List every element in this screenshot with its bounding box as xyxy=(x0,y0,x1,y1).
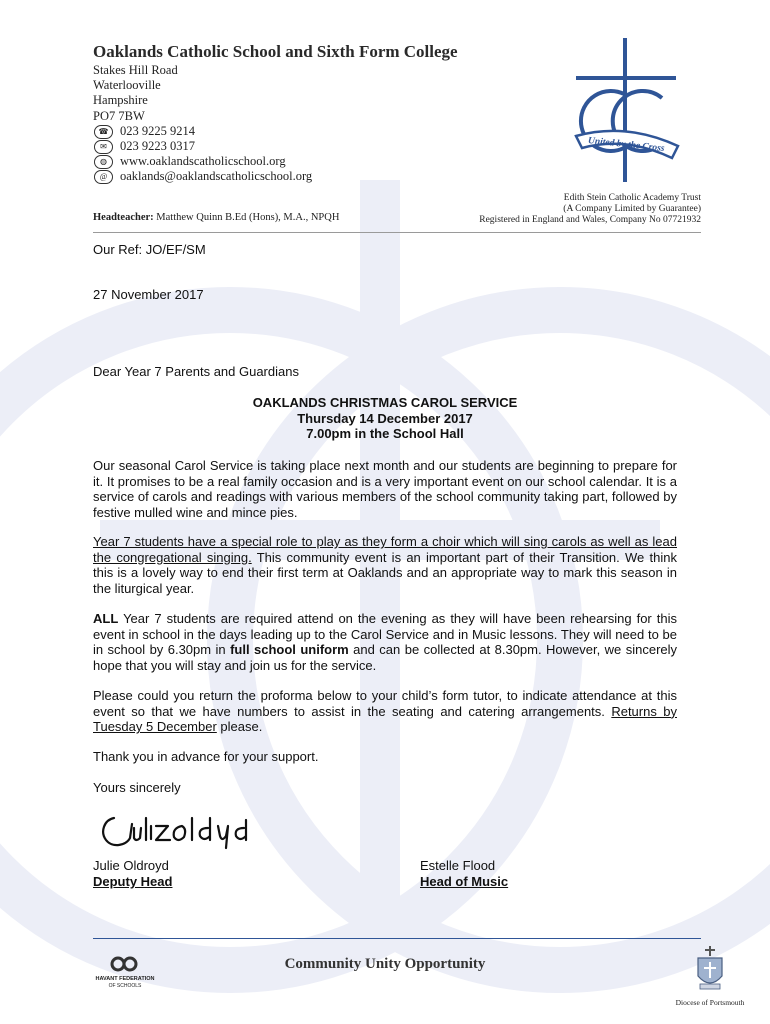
uniform-emphasis: full school uniform xyxy=(230,642,349,658)
event-heading xyxy=(93,395,677,442)
phone-row xyxy=(93,124,312,139)
return-deadline: Returns by Tuesday 5 December xyxy=(93,703,677,735)
headteacher-line xyxy=(93,212,339,223)
headteacher-name: Matthew Quinn B.Ed (Hons), M.A., NPQH xyxy=(156,212,340,223)
footer-tagline: Community Unity Opportunity xyxy=(284,956,486,972)
choir-detail: This community event is an important part of their Transition. We think this is a lovely way to end their first term at Oaklands and an appropriate way to mark this season in the liturgical year. xyxy=(93,549,677,596)
signatory-name: Julie Oldroyd xyxy=(93,858,169,873)
reference: Our Ref: JO/EF/SM xyxy=(93,242,206,257)
paragraph-attendance xyxy=(93,611,677,673)
thanks-line: Thank you in advance for your support. xyxy=(93,749,319,764)
phone-number: 023 9225 9214 xyxy=(120,123,195,138)
choir-emphasis: Year 7 students have a special role to play as they form a choir which will sing carols as well as lead the congregational singing. xyxy=(93,534,677,565)
footer-divider xyxy=(93,938,701,939)
school-crest-logo xyxy=(566,36,686,186)
trust-company-type: (A Company Limited by Guarantee) xyxy=(563,204,701,215)
signature-image xyxy=(96,808,266,850)
address-line: PO7 7BW xyxy=(93,108,145,123)
fax-row xyxy=(93,139,312,154)
federation-name: HAVANT FEDERATION xyxy=(95,976,155,982)
attendance-detail: Year 7 students are required attend on the evening as they will have been rehearsing for this event in school in the days leading up to the Carol Service and in Music lessons. They will need to be in school by 6.30pm in xyxy=(93,611,677,658)
website-row xyxy=(93,154,312,169)
signatory-role: Head of Music xyxy=(420,873,509,889)
event-title: OAKLANDS CHRISTMAS CAROL SERVICE xyxy=(252,395,518,410)
trust-info xyxy=(479,193,701,227)
signatory-role: Deputy Head xyxy=(93,873,173,889)
diocese-crest-icon xyxy=(694,946,726,994)
signatory-name: Estelle Flood xyxy=(420,858,496,873)
proforma-request: Please could you return the proforma below to your child’s form tutor, to indicate attendance at this event so that we have numbers to assist in the seating and catering arrangements. xyxy=(93,688,677,719)
paragraph-intro: Our seasonal Carol Service is taking place next month and our students are beginning to prepare for it. It promises to be a real family occasion and is a very important event on our school calendar. It is a service of carols and readings with various members of the school community taking part, followed by festive mulled wine and mince pies. xyxy=(93,458,677,520)
proforma-please: please. xyxy=(216,719,263,735)
diocese-caption: Diocese of Portsmouth xyxy=(675,998,745,1007)
address-line: Stakes Hill Road xyxy=(93,63,178,77)
paragraph-proforma xyxy=(93,688,677,735)
fax-number: 023 9223 0317 xyxy=(120,139,195,154)
event-date: Thursday 14 December 2017 xyxy=(297,410,473,426)
trust-registration: Registered in England and Wales, Company No 07721932 xyxy=(479,215,701,226)
federation-subtitle: OF SCHOOLS xyxy=(108,983,142,989)
signatory-deputy-head xyxy=(93,858,172,889)
logo-motto: United by the Cross xyxy=(587,136,665,154)
address-line: Hampshire xyxy=(93,93,148,108)
event-time-location: 7.00pm in the School Hall xyxy=(306,426,464,442)
collection-detail: and can be collected at 8.30pm. However, we sincerely hope that you will stay and join us for the service. xyxy=(93,642,678,673)
phone-icon: ☎ xyxy=(94,125,113,139)
trust-name: Edith Stein Catholic Academy Trust xyxy=(563,193,701,203)
address-line: Waterlooville xyxy=(93,78,161,93)
letter-date: 27 November 2017 xyxy=(93,287,204,302)
email-link[interactable]: oaklands@oaklandscatholicschool.org xyxy=(120,169,313,184)
school-address xyxy=(93,63,312,185)
signatory-head-of-music xyxy=(420,858,508,889)
paragraph-choir xyxy=(93,534,677,596)
email-row xyxy=(93,169,312,184)
globe-icon: ◍ xyxy=(94,155,113,169)
at-icon: @ xyxy=(94,170,113,184)
closing: Yours sincerely xyxy=(93,780,181,795)
school-name: Oaklands Catholic School and Sixth Form College xyxy=(93,42,458,61)
all-emphasis: ALL xyxy=(93,611,119,626)
website-link[interactable]: www.oaklandscatholicschool.org xyxy=(120,154,286,169)
fax-icon: ✉ xyxy=(94,140,113,154)
header-divider xyxy=(93,232,701,233)
salutation: Dear Year 7 Parents and Guardians xyxy=(93,364,299,379)
headteacher-label: Headteacher: xyxy=(93,212,154,223)
